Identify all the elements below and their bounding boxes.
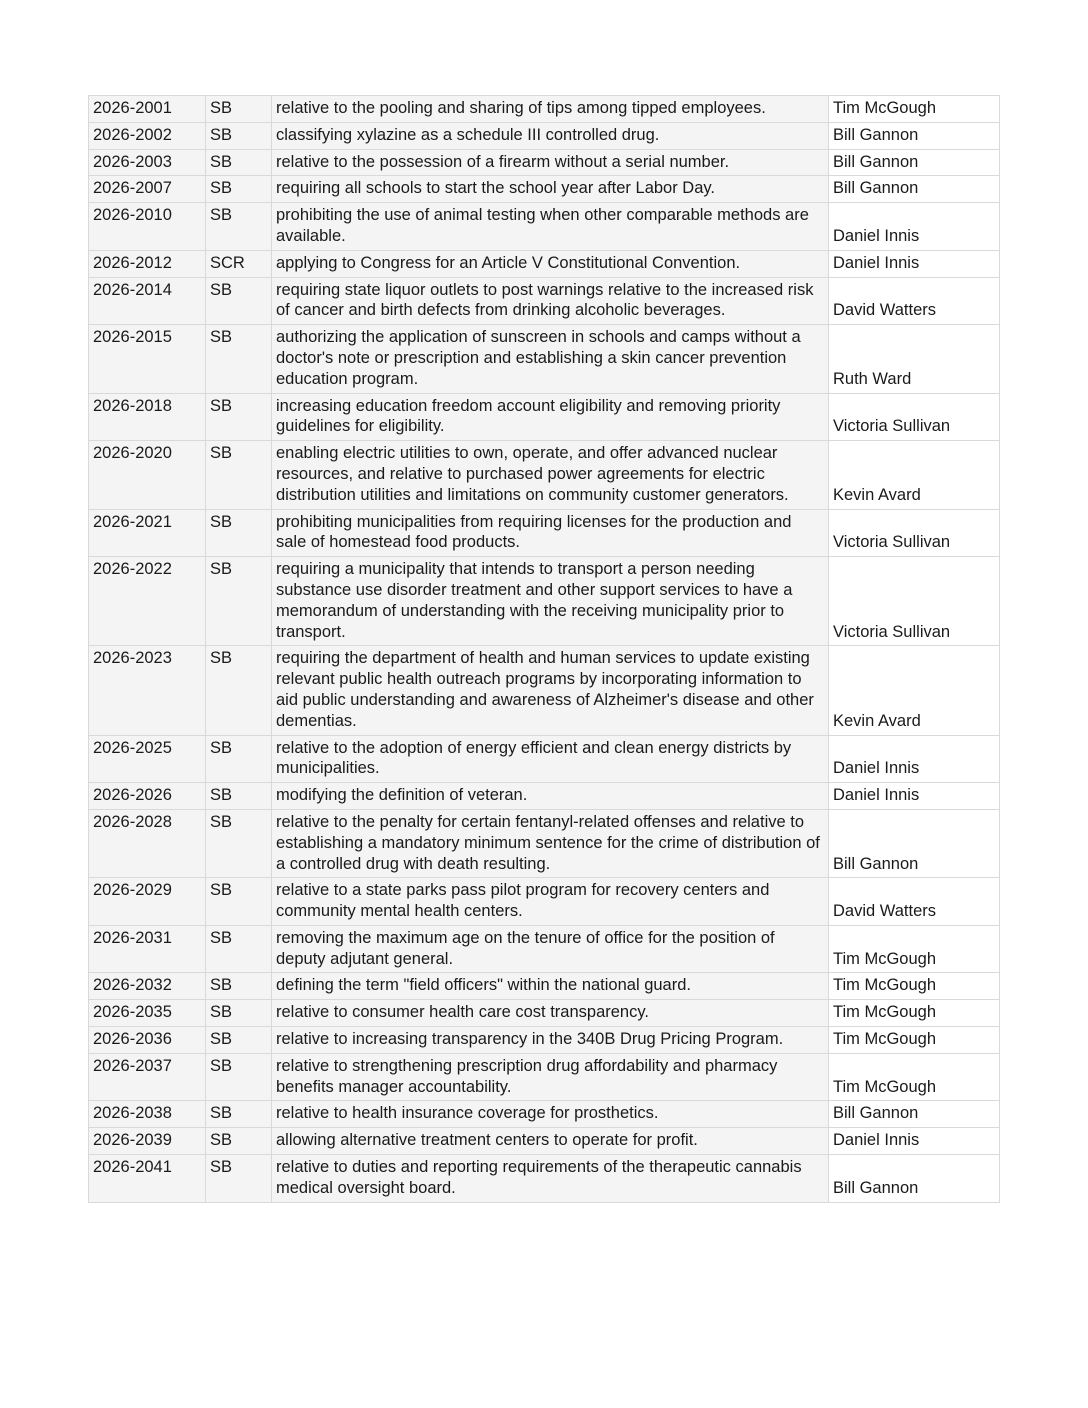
table-row — [89, 176, 1000, 203]
bill-sponsor: Daniel Innis — [829, 1128, 1000, 1155]
bill-description: relative to the penalty for certain fentanyl-related offenses and relative to establishing a mandatory minimum sentence for the crime of distribution of a controlled drug with death resulting. — [272, 809, 829, 877]
bill-type: SB — [206, 441, 272, 509]
bill-number: 2026-2022 — [89, 557, 206, 646]
bill-sponsor: David Watters — [829, 878, 1000, 926]
table-row — [89, 203, 1000, 251]
bill-description: enabling electric utilities to own, operate, and offer advanced nuclear resources, and relative to purchased power agreements for electric distribution utilities and limitations on community customer generators. — [272, 441, 829, 509]
bills-table-body — [89, 96, 1000, 1203]
bill-number: 2026-2001 — [89, 96, 206, 123]
bill-type: SB — [206, 1128, 272, 1155]
bill-number: 2026-2032 — [89, 973, 206, 1000]
bill-description: relative to consumer health care cost transparency. — [272, 1000, 829, 1027]
bill-description: requiring all schools to start the school year after Labor Day. — [272, 176, 829, 203]
bill-description: requiring the department of health and human services to update existing relevant public health outreach programs by incorporating information to aid public understanding and awareness of Alzheimer's disease and other dementias. — [272, 646, 829, 735]
table-row — [89, 973, 1000, 1000]
bill-number: 2026-2037 — [89, 1053, 206, 1101]
bill-description: relative to the adoption of energy efficient and clean energy districts by municipalities. — [272, 735, 829, 783]
bill-sponsor: Bill Gannon — [829, 122, 1000, 149]
bill-sponsor: Daniel Innis — [829, 203, 1000, 251]
bill-number: 2026-2015 — [89, 325, 206, 393]
bill-type: SB — [206, 1027, 272, 1054]
bill-number: 2026-2023 — [89, 646, 206, 735]
bill-sponsor: Victoria Sullivan — [829, 393, 1000, 441]
bill-sponsor: Kevin Avard — [829, 646, 1000, 735]
bill-number: 2026-2031 — [89, 925, 206, 973]
bill-sponsor: Bill Gannon — [829, 1101, 1000, 1128]
table-row — [89, 1155, 1000, 1203]
bill-number: 2026-2025 — [89, 735, 206, 783]
bill-sponsor: Victoria Sullivan — [829, 557, 1000, 646]
bill-type: SB — [206, 393, 272, 441]
bill-number: 2026-2010 — [89, 203, 206, 251]
bill-sponsor: Tim McGough — [829, 1027, 1000, 1054]
table-row — [89, 250, 1000, 277]
bill-number: 2026-2002 — [89, 122, 206, 149]
bill-number: 2026-2036 — [89, 1027, 206, 1054]
bill-description: authorizing the application of sunscreen in schools and camps without a doctor's note or prescription and establishing a skin cancer prevention education program. — [272, 325, 829, 393]
table-row — [89, 809, 1000, 877]
bill-type: SB — [206, 203, 272, 251]
bill-type: SB — [206, 1000, 272, 1027]
bill-sponsor: Bill Gannon — [829, 149, 1000, 176]
bill-description: prohibiting the use of animal testing when other comparable methods are available. — [272, 203, 829, 251]
table-row — [89, 925, 1000, 973]
bill-sponsor: Bill Gannon — [829, 1155, 1000, 1203]
bill-description: modifying the definition of veteran. — [272, 783, 829, 810]
bill-sponsor: Tim McGough — [829, 1000, 1000, 1027]
bill-type: SB — [206, 325, 272, 393]
bill-type: SCR — [206, 250, 272, 277]
bill-number: 2026-2014 — [89, 277, 206, 325]
bill-type: SB — [206, 1101, 272, 1128]
bill-type: SB — [206, 1155, 272, 1203]
bill-type: SB — [206, 878, 272, 926]
bill-type: SB — [206, 176, 272, 203]
bill-number: 2026-2035 — [89, 1000, 206, 1027]
table-row — [89, 393, 1000, 441]
table-row — [89, 1128, 1000, 1155]
bill-sponsor: Bill Gannon — [829, 176, 1000, 203]
bill-sponsor: Kevin Avard — [829, 441, 1000, 509]
bill-type: SB — [206, 646, 272, 735]
bill-type: SB — [206, 1053, 272, 1101]
bill-sponsor: Tim McGough — [829, 925, 1000, 973]
bill-sponsor: Daniel Innis — [829, 250, 1000, 277]
bill-type: SB — [206, 509, 272, 557]
bill-sponsor: Daniel Innis — [829, 735, 1000, 783]
bill-number: 2026-2038 — [89, 1101, 206, 1128]
bill-number: 2026-2007 — [89, 176, 206, 203]
table-row — [89, 325, 1000, 393]
bill-type: SB — [206, 783, 272, 810]
bill-type: SB — [206, 809, 272, 877]
bill-description: prohibiting municipalities from requiring licenses for the production and sale of homestead food products. — [272, 509, 829, 557]
bill-description: defining the term "field officers" within the national guard. — [272, 973, 829, 1000]
bill-description: relative to duties and reporting requirements of the therapeutic cannabis medical oversight board. — [272, 1155, 829, 1203]
table-row — [89, 441, 1000, 509]
bills-table — [88, 95, 1000, 1203]
bill-description: relative to the pooling and sharing of tips among tipped employees. — [272, 96, 829, 123]
bill-number: 2026-2028 — [89, 809, 206, 877]
table-row — [89, 277, 1000, 325]
bill-type: SB — [206, 973, 272, 1000]
bill-sponsor: Victoria Sullivan — [829, 509, 1000, 557]
bill-description: allowing alternative treatment centers to operate for profit. — [272, 1128, 829, 1155]
table-row — [89, 735, 1000, 783]
bill-description: relative to strengthening prescription drug affordability and pharmacy benefits manager accountability. — [272, 1053, 829, 1101]
bill-description: classifying xylazine as a schedule III controlled drug. — [272, 122, 829, 149]
table-row — [89, 1027, 1000, 1054]
bill-description: applying to Congress for an Article V Constitutional Convention. — [272, 250, 829, 277]
bill-type: SB — [206, 96, 272, 123]
bill-number: 2026-2039 — [89, 1128, 206, 1155]
bill-description: relative to increasing transparency in the 340B Drug Pricing Program. — [272, 1027, 829, 1054]
bill-type: SB — [206, 149, 272, 176]
bill-sponsor: Tim McGough — [829, 96, 1000, 123]
bill-type: SB — [206, 735, 272, 783]
bill-type: SB — [206, 925, 272, 973]
bill-sponsor: Bill Gannon — [829, 809, 1000, 877]
bill-type: SB — [206, 557, 272, 646]
table-row — [89, 149, 1000, 176]
table-row — [89, 783, 1000, 810]
bill-number: 2026-2018 — [89, 393, 206, 441]
bill-description: relative to the possession of a firearm without a serial number. — [272, 149, 829, 176]
bill-number: 2026-2026 — [89, 783, 206, 810]
table-row — [89, 878, 1000, 926]
bill-description: increasing education freedom account eligibility and removing priority guidelines for eligibility. — [272, 393, 829, 441]
table-row — [89, 509, 1000, 557]
table-row — [89, 1101, 1000, 1128]
bill-description: removing the maximum age on the tenure of office for the position of deputy adjutant general. — [272, 925, 829, 973]
bill-sponsor: Tim McGough — [829, 1053, 1000, 1101]
bill-description: relative to a state parks pass pilot program for recovery centers and community mental health centers. — [272, 878, 829, 926]
bill-number: 2026-2020 — [89, 441, 206, 509]
bill-sponsor: Daniel Innis — [829, 783, 1000, 810]
bill-number: 2026-2029 — [89, 878, 206, 926]
bill-description: requiring a municipality that intends to transport a person needing substance use disorder treatment and other support services to have a memorandum of understanding with the receiving municipality prior to transport. — [272, 557, 829, 646]
bill-type: SB — [206, 277, 272, 325]
bill-number: 2026-2003 — [89, 149, 206, 176]
bill-number: 2026-2041 — [89, 1155, 206, 1203]
bill-type: SB — [206, 122, 272, 149]
bill-sponsor: Tim McGough — [829, 973, 1000, 1000]
table-row — [89, 557, 1000, 646]
bill-sponsor: Ruth Ward — [829, 325, 1000, 393]
table-row — [89, 122, 1000, 149]
table-row — [89, 1053, 1000, 1101]
table-row — [89, 1000, 1000, 1027]
bill-description: relative to health insurance coverage for prosthetics. — [272, 1101, 829, 1128]
table-row — [89, 646, 1000, 735]
table-row — [89, 96, 1000, 123]
bill-sponsor: David Watters — [829, 277, 1000, 325]
bill-number: 2026-2021 — [89, 509, 206, 557]
bill-description: requiring state liquor outlets to post warnings relative to the increased risk of cancer and birth defects from drinking alcoholic beverages. — [272, 277, 829, 325]
bill-number: 2026-2012 — [89, 250, 206, 277]
